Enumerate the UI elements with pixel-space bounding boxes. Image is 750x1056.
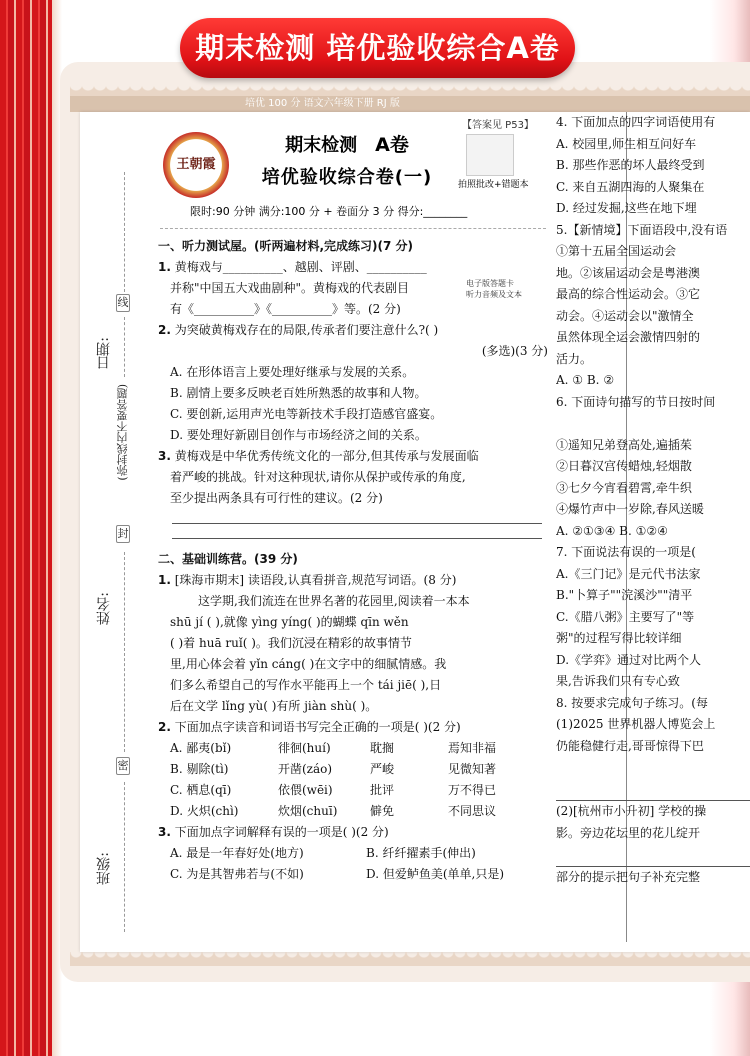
option-cell: 批评 [370, 783, 395, 797]
option-cell: B. 剔除(tì) [170, 762, 229, 776]
s2q1-number: 1. [158, 573, 171, 587]
q3-line2: 着严峻的挑战。针对这种现状,请你从保护或传承的角度, [170, 470, 466, 484]
left-decorative-stripes [0, 0, 62, 1056]
right-line: ②日暮汉宫传蜡烛,轻烟散 [556, 459, 692, 473]
right-line: ①遥知兄弟登高处,遍插茱 [556, 437, 692, 452]
right-line: A.《三门记》是元代书法家 [556, 566, 701, 581]
right-line: B. 那些作恶的坏人最终受到 [556, 158, 705, 172]
q2-line1: 为突破黄梅戏存在的局限,传承者们要注意什么?( ) [174, 323, 439, 337]
brand-logo: 王朝霞 [163, 132, 229, 198]
qr-code[interactable] [466, 134, 514, 176]
right-line [556, 757, 750, 779]
option-cell: 严峻 [370, 762, 395, 776]
q3-line3: 至少提出两条具有可行性的建议。(2 分) [170, 491, 383, 505]
option-cell: 开凿(záo) [278, 762, 333, 776]
q1-line1: 黄梅戏与__________、越剧、评剧、__________ [174, 260, 427, 274]
s2q2-options [158, 738, 548, 822]
right-line: D.《学弈》通过对比两个人 [556, 652, 702, 667]
right-line: 活力。 [556, 351, 593, 366]
right-line: 地。②该届运动会是粤港澳 [556, 265, 701, 280]
qr-caption: 拍照批改+错题本 [458, 180, 529, 190]
q1-line2: 并称"中国五大戏曲剧种"。黄梅戏的代表剧目 [170, 281, 410, 295]
right-line: 果,告诉我们只有专心致 [556, 674, 680, 688]
passage-line: ( )着 huā ruǐ( )。我们沉浸在精彩的故事情节 [170, 636, 412, 650]
answer-line[interactable] [172, 538, 542, 539]
s2q2-stem: 下面加点字读音和词语书写完全正确的一项是( )(2 分) [174, 720, 461, 734]
option-cell: D. 但爱鲈鱼美(单单,只是) [366, 867, 505, 881]
right-line: ③七夕今宵看碧霄,牵牛织 [556, 480, 692, 495]
s2q1-line1: [珠海市期末] 读语段,认真看拼音,规范写词语。(8 分) [174, 573, 457, 587]
option-cell: 焉知非福 [448, 741, 497, 755]
section2-heading: 二、基础训练营。(39 分) [158, 552, 298, 566]
date-label: 日期: [96, 337, 112, 370]
s2q3-number: 3. [158, 825, 171, 839]
option-cell: 见微知著 [448, 762, 497, 776]
q1-number: 1. [158, 260, 171, 274]
s2q2-number: 2. [158, 720, 171, 734]
right-line: 最高的综合性运动会。③它 [556, 287, 701, 301]
right-line: 动会。④运动会以"激情全 [556, 308, 694, 323]
option-cell: A. 最是一年春好处(地方) [170, 846, 304, 860]
q3-number: 3. [158, 449, 171, 463]
dashed-line [124, 317, 125, 377]
seal-mark-seal: 封 [116, 525, 130, 543]
right-line: 8. 按要求完成句子练习。(每 [556, 695, 708, 710]
option-cell: 万不得已 [448, 783, 497, 797]
right-line: A. ②①③④ B. ①②④ [556, 523, 668, 538]
exam-meta: 限时:90 分钟 满分:100 分 + 卷面分 3 分 得分:________ [190, 205, 468, 218]
s2q3-stem: 下面加点字词解释有误的一项是( )(2 分) [174, 825, 389, 839]
seal-note: (弥封线内不要答题) [116, 384, 129, 481]
passage-line: 里,用心体会着 yǐn cáng( )在文字中的细腻情感。我 [170, 657, 447, 671]
option-cell: C. 栖息(qī) [170, 783, 232, 797]
q2-line2: (多选)(3 分) [481, 344, 548, 358]
right-line: C. 来自五湖四海的人聚集在 [556, 179, 705, 194]
option-cell: 僻免 [370, 804, 395, 818]
right-line: 5.【新情境】下面语段中,没有语 [556, 222, 728, 237]
option-cell: A. 鄙夷(bǐ) [170, 741, 232, 755]
right-line: (2)[杭州市小升初] 学校的操 [556, 804, 707, 818]
dashed-line [124, 172, 125, 292]
dashed-line [124, 782, 125, 932]
option-cell: 耽搁 [370, 741, 395, 755]
separator [160, 228, 546, 229]
s2q3-options [158, 843, 548, 885]
q2-option: D. 要处理好新剧目创作与市场经济之间的关系。 [170, 428, 427, 442]
q1-line3: 有《__________》《__________》等。(2 分) [170, 302, 401, 316]
bottom-wave-border [70, 952, 750, 966]
right-line: 影。旁边花坛里的花儿绽开 [556, 825, 701, 840]
option-cell: 徘徊(huí) [278, 741, 331, 755]
header-strip-text: 培优 100 分 语文六年级下册 RJ 版 [245, 98, 400, 109]
option-cell: D. 火炽(chì) [170, 804, 239, 818]
seal-mark-line: 线 [116, 294, 130, 312]
q2-option: A. 在形体语言上要处理好继承与发展的关系。 [170, 365, 415, 379]
right-line: 部分的提示把句子补充完整 [556, 869, 701, 884]
right-line: (1)2025 世界机器人博览会上 [556, 717, 716, 731]
passage-line: 这学期,我们流连在世界名著的花园里,阅读着一本本 [198, 594, 470, 608]
right-line: ①第十五届全国运动会 [556, 244, 677, 258]
right-line [556, 844, 750, 867]
class-label: 班级: [96, 852, 112, 885]
audio-note: 电子版答题卡 听力音频及文本 [466, 279, 522, 299]
right-line: 虽然体现全运会激情四射的 [556, 330, 701, 344]
name-label: 姓名: [96, 592, 112, 625]
header-strip [70, 96, 750, 112]
q2-option: B. 剧情上要多反映老百姓所熟悉的故事和人物。 [170, 386, 427, 400]
right-line: ④爆竹声中一岁除,春风送暖 [556, 502, 704, 516]
right-line: 仍能稳健行走,哥哥惊得下巴 [556, 738, 704, 753]
binding-margin [80, 112, 155, 952]
right-line: A. ① B. ② [556, 373, 615, 387]
left-column-content [158, 236, 548, 885]
answer-line[interactable] [172, 523, 542, 524]
right-line: 7. 下面说法有误的一项是( [556, 545, 696, 559]
exam-title [232, 130, 462, 189]
passage-line: shū jí ( ),就像 yìng yíng( )的蝴蝶 qīn wěn [170, 615, 409, 629]
right-line: B."卜算子""浣溪沙""清平 [556, 588, 693, 602]
dashed-line [124, 552, 125, 752]
right-column-content [556, 112, 750, 952]
right-line: A. 校园里,师生相互问好车 [556, 136, 697, 151]
answer-reference: 【答案见 P53】 [462, 120, 534, 131]
title-line1-suffix: A卷 [375, 134, 409, 156]
top-wave-border [70, 86, 750, 96]
title-line2: 培优验收综合卷(一) [261, 167, 433, 188]
right-line: 4. 下面加点的四字词语使用有 [556, 115, 716, 129]
section1-heading: 一、听力测试屋。(听两遍材料,完成练习)(7 分) [158, 239, 414, 253]
right-line: 粥"的过程写得比较详细 [556, 631, 682, 645]
right-line: C.《腊八粥》主要写了"等 [556, 609, 695, 624]
banner-title: 期末检测 培优验收综合A卷 [180, 18, 575, 78]
passage-line: 后在文学 lǐng yù( )有所 jiàn shù( )。 [170, 699, 378, 713]
q2-option: C. 要创新,运用声光电等新技术手段打造感官盛宴。 [170, 407, 443, 421]
seal-mark-secret: 密 [116, 757, 130, 775]
right-line [556, 413, 750, 435]
option-cell: B. 纤纤擢素手(伸出) [366, 846, 476, 860]
right-line: D. 经过发掘,这些在地下埋 [556, 201, 697, 215]
right-line: 6. 下面诗句描写的节日按时间 [556, 394, 716, 409]
option-cell: C. 为是其智弗若与(不如) [170, 867, 304, 881]
q3-line1: 黄梅戏是中华优秀传统文化的一部分,但其传承与发展面临 [174, 449, 479, 463]
passage-line: 们多么希望自己的写作水平能再上一个 tái jiē( ),日 [170, 678, 442, 692]
right-line [556, 779, 750, 802]
option-cell: 不同思议 [448, 804, 497, 818]
option-cell: 炊烟(chuī) [278, 804, 338, 818]
q2-number: 2. [158, 323, 171, 337]
title-line1: 期末检测 [285, 135, 358, 156]
option-cell: 依偎(wēi) [278, 783, 333, 797]
